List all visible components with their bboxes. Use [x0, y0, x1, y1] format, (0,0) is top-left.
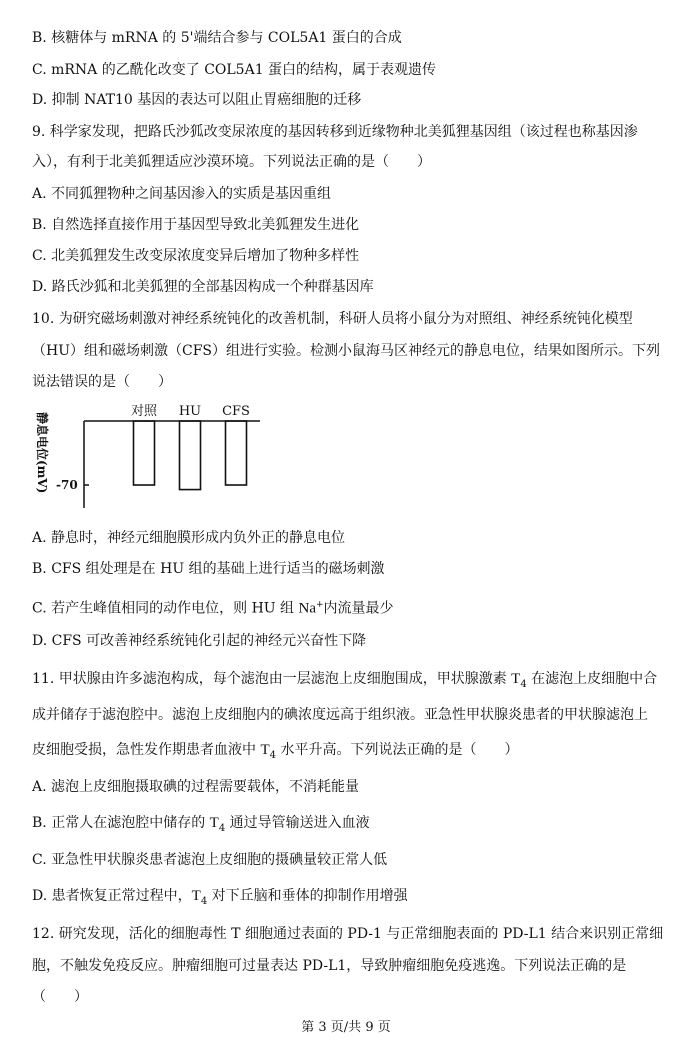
- sodium-charge: +: [315, 600, 324, 610]
- q12-stem-line-1: 12. 研究发现，活化的细胞毒性 T 细胞通过表面的 PD-1 与正常细胞表面的 PD-L1 结合来识别正常细: [32, 926, 664, 942]
- t4-subscript: 4: [218, 822, 226, 834]
- q10-stem-line-3: 说法错误的是（ ）: [32, 374, 172, 390]
- t4-symbol: T: [511, 671, 521, 687]
- q10-option-c-text-1: C. 若产生峰值相同的动作电位，则 HU 组: [32, 600, 299, 617]
- q11-stem-line-1: [32, 669, 678, 695]
- t4-symbol: T: [191, 888, 201, 904]
- q8-option-d: D. 抑制 NAT10 基因的表达可以阻止胃癌细胞的迁移: [32, 92, 362, 108]
- sodium-symbol: Na: [298, 600, 316, 617]
- t4-subscript: 4: [200, 895, 208, 907]
- q10-stem-line-1: 10. 为研究磁场刺激对神经系统钝化的改善机制，科研人员将小鼠分为对照组、神经系统钝化模型: [32, 311, 633, 327]
- q11-stem-line-1-text-2: 在滤泡上皮细胞中合: [526, 671, 658, 687]
- q10-option-c: [32, 595, 678, 619]
- chart-bars: [131, 403, 250, 490]
- q11-option-d-text-1: D. 患者恢复正常过程中，: [32, 888, 192, 904]
- q9-option-d: D. 路氏沙狐和北美狐狸的全部基因构成一个种群基因库: [32, 279, 374, 295]
- q11-option-b: [32, 813, 678, 839]
- category-label-2: HU: [178, 404, 202, 419]
- bar-1: [134, 421, 155, 485]
- q10-option-b: B. CFS 组处理是在 HU 组的基础上进行适当的磁场刺激: [32, 561, 385, 577]
- q10-option-d: D. CFS 可改善神经系统钝化引起的神经元兴奋性下降: [32, 633, 367, 649]
- q8-option-b: B. 核糖体与 mRNA 的 5'端结合参与 COL5A1 蛋白的合成: [32, 30, 402, 46]
- q11-stem-line-1-text-1: 11. 甲状腺由许多滤泡构成，每个滤泡由一层滤泡上皮细胞围成，甲状腺激素: [32, 671, 512, 687]
- q10-stem-line-2: （HU）组和磁场刺激（CFS）组进行实验。检测小鼠海马区神经元的静息电位，结果如图所示。下列: [32, 343, 661, 359]
- q9-stem-line-2: 入），有利于北美狐狸适应沙漠环境。下列说法正确的是（ ）: [32, 154, 431, 170]
- t4-symbol: T: [209, 815, 219, 831]
- q11-stem-line-2: 成并储存于滤泡腔中。滤泡上皮细胞内的碘浓度远高于组织液。亚急性甲状腺炎患者的甲状腺滤泡上: [32, 707, 648, 723]
- q10-option-c-text-2: 内流量最少: [323, 600, 394, 617]
- q11-option-d: [32, 886, 678, 912]
- q9-option-a: A. 不同狐狸物种之间基因渗入的实质是基因重组: [32, 186, 332, 202]
- q11-option-a: A. 滤泡上皮细胞摄取碘的过程需要载体，不消耗能量: [32, 779, 360, 795]
- resting-potential-chart: [30, 400, 270, 518]
- bar-2: [180, 421, 201, 490]
- q8-option-c: C. mRNA 的乙酰化改变了 COL5A1 蛋白的结构，属于表观遗传: [32, 62, 437, 78]
- q9-option-b: B. 自然选择直接作用于基因型导致北美狐狸发生进化: [32, 217, 360, 233]
- t4-subscript: 4: [269, 749, 276, 761]
- t4-subscript: 4: [520, 678, 527, 690]
- q11-option-b-text-1: B. 正常人在滤泡腔中储存的: [32, 815, 210, 831]
- t4-symbol: T: [260, 742, 270, 758]
- bar-3: [226, 421, 247, 485]
- q11-stem-line-3-text-2: 水平升高。下列说法正确的是（ ）: [276, 742, 519, 758]
- q9-option-c: C. 北美狐狸发生改变尿浓度变异后增加了物种多样性: [32, 248, 360, 264]
- q11-stem-line-3-text-1: 皮细胞受损，急性发作期患者血液中: [32, 742, 261, 758]
- category-label-1: 对照: [130, 404, 158, 419]
- q10-option-a: A. 静息时，神经元细胞膜形成内负外正的静息电位: [32, 530, 346, 546]
- category-label-3: CFS: [222, 404, 250, 419]
- q12-stem-line-2: 胞，不触发免疫反应。肿瘤细胞可过量表达 PD-L1，导致肿瘤细胞免疫逃逸。下列说法正确的是: [32, 958, 627, 974]
- q9-stem-line-1: 9. 科学家发现，把路氏沙狐改变尿浓度的基因转移到近缘物种北美狐狸基因组（该过程也称基因渗: [32, 124, 638, 140]
- q11-stem-line-3: [32, 740, 678, 766]
- chart-ylabel: 静息电位(mV): [35, 412, 49, 494]
- q12-stem-line-3: （ ）: [32, 989, 88, 1005]
- q11-option-d-text-2: 对下丘脑和垂体的抑制作用增强: [207, 888, 408, 904]
- q11-option-c: C. 亚急性甲状腺炎患者滤泡上皮细胞的摄碘量较正常人低: [32, 852, 388, 868]
- chart-ytick-label: -70: [56, 478, 78, 492]
- page-number: 第 3 页/共 9 页: [301, 1020, 391, 1035]
- q11-option-b-text-2: 通过导管输送进入血液: [225, 815, 370, 831]
